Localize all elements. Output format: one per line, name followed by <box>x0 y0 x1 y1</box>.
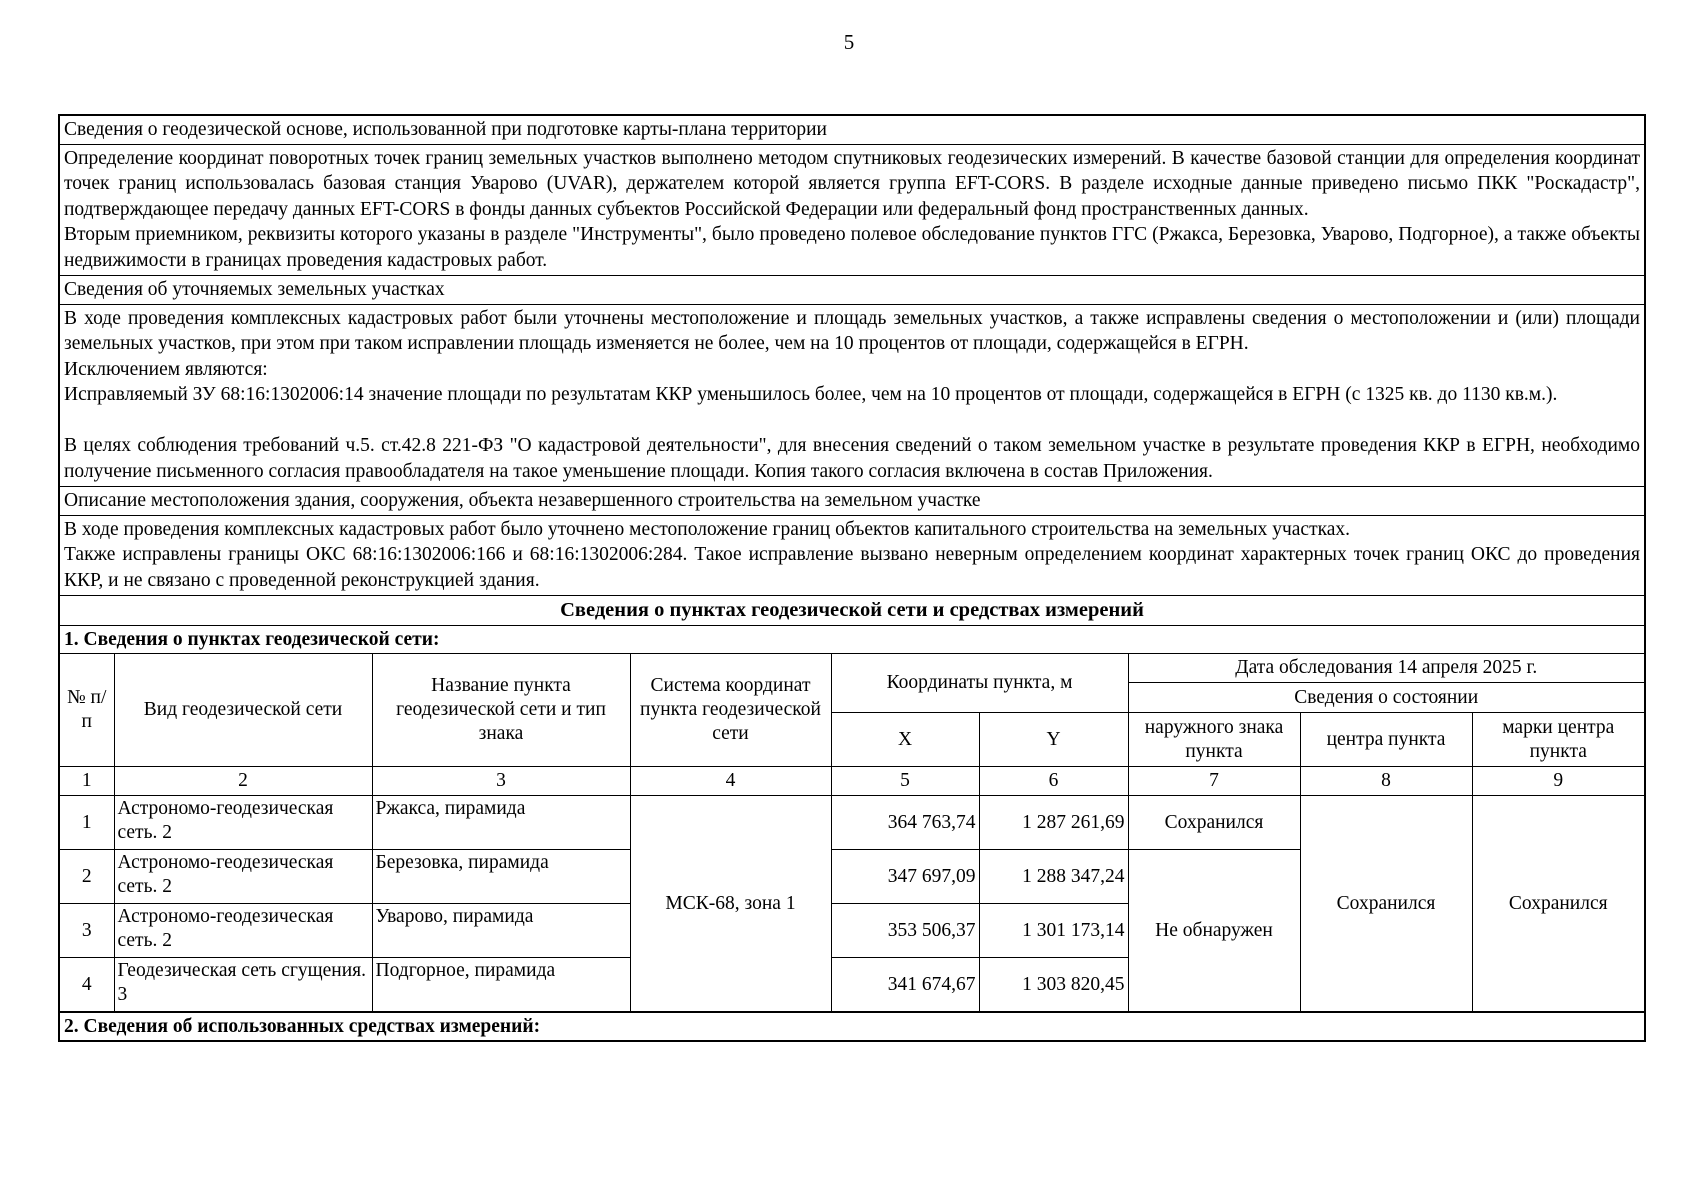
column-number: 4 <box>630 767 831 796</box>
center-mark-state-cell: Сохранился <box>1472 796 1644 1012</box>
header-coord-system: Система координат пункта геодезической сети <box>630 654 831 767</box>
row-num: 3 <box>60 904 114 958</box>
column-number: 8 <box>1300 767 1472 796</box>
header-x: X <box>831 713 979 767</box>
buildings-heading: Описание местоположения здания, сооружения, объекта незавершенного строительства на земельном участке <box>60 487 1644 516</box>
column-number: 7 <box>1128 767 1300 796</box>
point-name-cell: Ржакса, пирамида <box>372 796 630 850</box>
buildings-text <box>60 516 1644 597</box>
x-cell: 347 697,09 <box>831 850 979 904</box>
y-cell: 1 288 347,24 <box>979 850 1128 904</box>
header-network-type: Вид геодезической сети <box>114 654 372 767</box>
network-table-wrapper <box>60 654 1644 1013</box>
table-row <box>60 796 1644 850</box>
y-cell: 1 303 820,45 <box>979 958 1128 1012</box>
row-num: 2 <box>60 850 114 904</box>
network-type-cell: Геодезическая сеть сгущения. 3 <box>114 958 372 1012</box>
header-center: центра пункта <box>1300 713 1472 767</box>
paragraph: Исправляемый ЗУ 68:16:1302006:14 значение площади по результатам ККР уменьшилось более, чем на 10 процентов от площади, содержащейся в ЕГРН (с 1325 кв. до 1130 кв.м.). <box>64 384 1558 405</box>
paragraph: Также исправлены границы ОКС 68:16:1302006:166 и 68:16:1302006:284. Такое исправление вызвано неверным определением координат характерных точек границ ОКС до проведения ККР, и не связано с проведенной реконструкцией здания. <box>64 544 1640 591</box>
network-type-cell: Астрономо-геодезическая сеть. 2 <box>114 904 372 958</box>
column-number: 9 <box>1472 767 1644 796</box>
column-number: 6 <box>979 767 1128 796</box>
header-state: Сведения о состоянии <box>1128 683 1644 713</box>
paragraph: Определение координат поворотных точек границ земельных участков выполнено методом спутниковых геодезических измерений. В качестве базовой станции для определения координат точек границ использовалась базовая станция Уварово (UVAR), держателем которой является группа EFT-CORS. В разделе исходные данные приведено письмо ПКК "Роскадастр", подтверждающее передачу данных EFT-CORS в фонды данных субъектов Российской Федерации или федеральный фонд пространственных данных. <box>64 147 1640 220</box>
column-number: 1 <box>60 767 114 796</box>
header-center-mark: марки центра пункта <box>1472 713 1644 767</box>
paragraph: Вторым приемником, реквизиты которого указаны в разделе "Инструменты", было проведено полевое обследование пунктов ГГС (Ржакса, Березовка, Уварово, Подгорное), а также объекты недвижимости в границах проведения кадастровых работ. <box>64 224 1640 271</box>
point-name-cell: Уварово, пирамида <box>372 904 630 958</box>
column-number: 5 <box>831 767 979 796</box>
geodetic-basis-text <box>60 145 1644 277</box>
row-num: 1 <box>60 796 114 850</box>
plots-heading: Сведения об уточняемых земельных участках <box>60 276 1644 305</box>
page-number: 5 <box>843 30 855 54</box>
x-cell: 353 506,37 <box>831 904 979 958</box>
y-cell: 1 301 173,14 <box>979 904 1128 958</box>
x-cell: 364 763,74 <box>831 796 979 850</box>
header-coords: Координаты пункта, м <box>831 654 1128 713</box>
paragraph-spacer <box>64 408 1640 434</box>
plots-text <box>60 305 1644 488</box>
document-table <box>58 114 1646 1042</box>
measuring-instruments-subtitle: 2. Сведения об использованных средствах измерений: <box>64 1016 541 1037</box>
network-type-cell: Астрономо-геодезическая сеть. 2 <box>114 850 372 904</box>
network-type-cell: Астрономо-геодезическая сеть. 2 <box>114 796 372 850</box>
outer-sign-state-cell: Не обнаружен <box>1128 850 1300 1012</box>
outer-sign-state-cell: Сохранился <box>1128 796 1300 850</box>
point-name-cell: Березовка, пирамида <box>372 850 630 904</box>
geodetic-basis-heading: Сведения о геодезической основе, использованной при подготовке карты-плана территории <box>60 116 1644 145</box>
header-survey-date: Дата обследования 14 апреля 2025 г. <box>1128 654 1644 683</box>
network-points-subtitle: 1. Сведения о пунктах геодезической сети: <box>60 626 1644 654</box>
header-outer-sign: наружного знака пункта <box>1128 713 1300 767</box>
header-num: № п/п <box>60 654 114 767</box>
row-num: 4 <box>60 958 114 1012</box>
coord-system-cell: МСК-68, зона 1 <box>630 796 831 1012</box>
x-cell: 341 674,67 <box>831 958 979 1012</box>
header-point-name: Название пункта геодезической сети и тип знака <box>372 654 630 767</box>
column-number: 3 <box>372 767 630 796</box>
paragraph: В ходе проведения комплексных кадастровых работ было уточнено местоположение границ объектов капитального строительства на земельных участках. <box>64 518 1351 540</box>
column-number: 2 <box>114 767 372 796</box>
center-state-cell: Сохранился <box>1300 796 1472 1012</box>
column-numbers-row <box>60 767 1644 796</box>
network-section-title: Сведения о пунктах геодезической сети и средствах измерений <box>60 596 1644 626</box>
paragraph: Исключением являются: <box>64 358 268 380</box>
network-points-table <box>60 654 1644 1012</box>
y-cell: 1 287 261,69 <box>979 796 1128 850</box>
header-y: Y <box>979 713 1128 767</box>
paragraph: В ходе проведения комплексных кадастровых работ были уточнены местоположение и площадь земельных участков, а также исправлены сведения о местоположении и (или) площади земельных участков, при этом при таком исправлении площадь изменяется не более, чем на 10 процентов от площади, содержащейся в ЕГРН. <box>64 307 1640 354</box>
paragraph: В целях соблюдения требований ч.5. ст.42.8 221-ФЗ "О кадастровой деятельности", для внесения сведений о таком земельном участке в результате проведения ККР в ЕГРН, необходимо получение письменного согласия правообладателя на такое уменьшение площади. Копия такого согласия включена в состав Приложения. <box>64 435 1640 482</box>
point-name-cell: Подгорное, пирамида <box>372 958 630 1012</box>
